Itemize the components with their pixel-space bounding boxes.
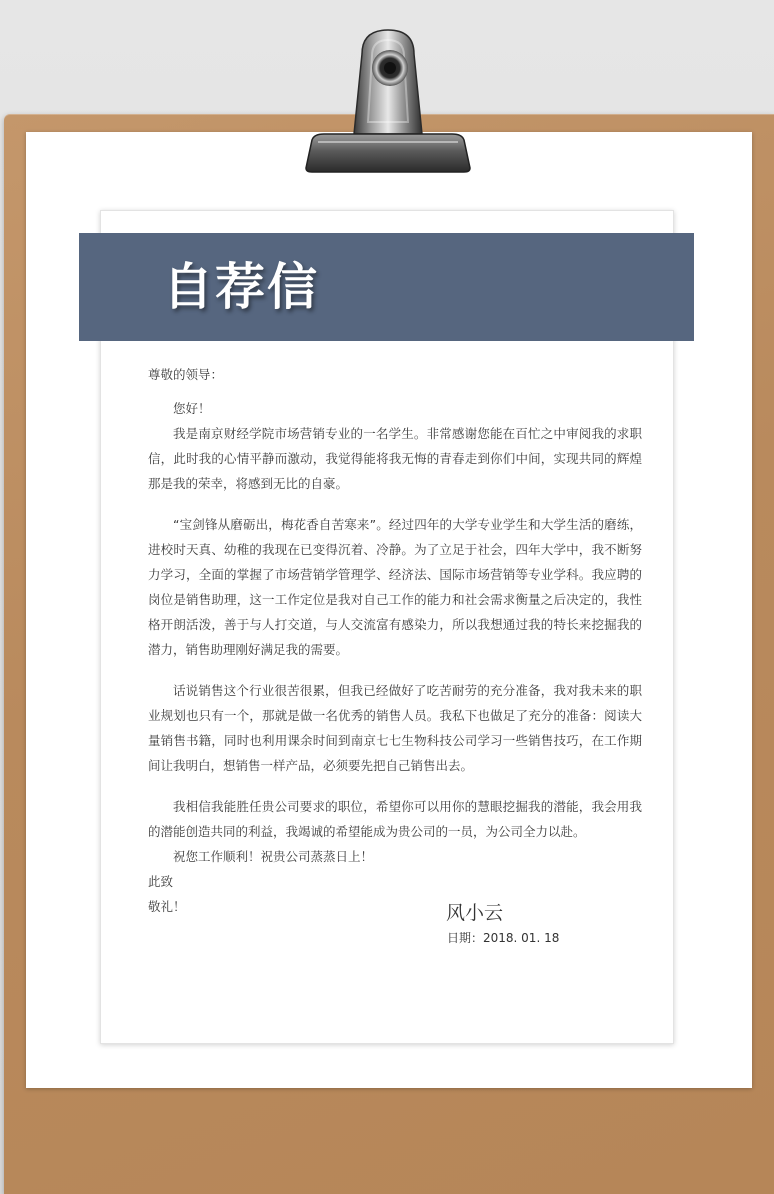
letter-title: 自荐信 bbox=[163, 258, 319, 316]
paragraph-3: 话说销售这个行业很苦很累，但我已经做好了吃苦耐劳的充分准备，我对我未来的职业规划也只有一个，那就是做一名优秀的销售人员。我私下也做足了充分的准备：阅读大量销售书籍，同时也利用课余时间到南京七七生物科技公司学习一些销售技巧，在工作期间让我明白，想销售一样产品，必须要先把自己销售出去。 bbox=[148, 683, 642, 773]
letter-body bbox=[148, 362, 642, 919]
greeting: 您好！ bbox=[173, 401, 211, 416]
wish-line: 祝您工作顺利！祝贵公司蒸蒸日上！ bbox=[173, 849, 374, 864]
title-banner bbox=[79, 233, 694, 341]
paragraph-4: 我相信我能胜任贵公司要求的职位，希望你可以用你的慧眼挖掘我的潜能，我会用我的潜能创造共同的利益，我竭诚的希望能成为贵公司的一员，为公司全力以赴。 bbox=[148, 799, 642, 839]
paragraph-1: 我是南京财经学院市场营销专业的一名学生。非常感谢您能在百忙之中审阅我的求职信，此时我的心情平静而激动，我觉得能将我无悔的青春走到你们中间，实现共同的辉煌那是我的荣幸，将感到无比的自豪。 bbox=[148, 426, 642, 491]
signature: 风小云 bbox=[446, 902, 504, 924]
salutation: 尊敬的领导： bbox=[148, 367, 224, 382]
paragraph-2: “宝剑锋从磨砺出，梅花香自苦寒来”。经过四年的大学专业学生和大学生活的磨练，进校时天真、幼稚的我现在已变得沉着、冷静。为了立足于社会，四年大学中，我不断努力学习，全面的掌握了市场营销学管理学、经济法、国际市场营销等专业学科。我应聘的岗位是销售助理，这一工作定位是我对自己工作的能力和社会需求衡量之后决定的，我性格开朗活泼，善于与人打交道，与人交流富有感染力，所以我想通过我的特长来挖掘我的潜力，销售助理刚好满足我的需要。 bbox=[148, 517, 642, 657]
closing-line-1: 此致 bbox=[148, 874, 174, 889]
binder-clip-icon bbox=[300, 22, 476, 178]
date-line: 日期：2018. 01. 18 bbox=[447, 931, 560, 945]
closing-line-2: 敬礼！ bbox=[148, 899, 186, 914]
